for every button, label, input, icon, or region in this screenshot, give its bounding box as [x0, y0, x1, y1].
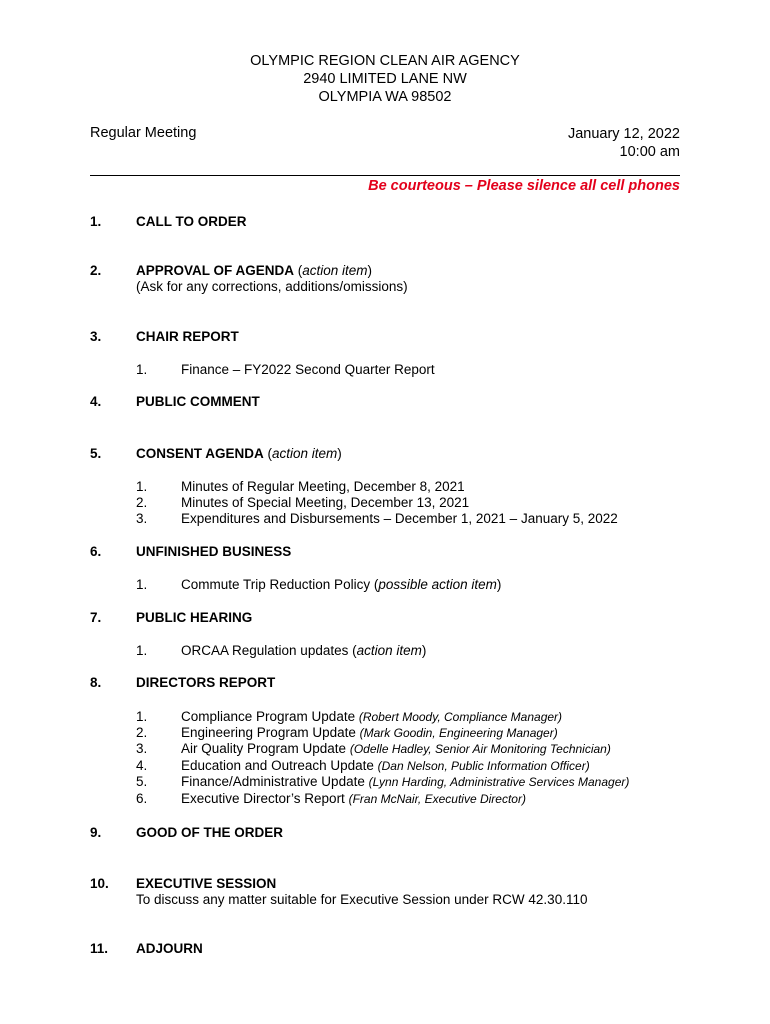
- sub-text: Minutes of Special Meeting, December 13, 2021: [181, 495, 470, 510]
- item-number: 5.: [90, 446, 102, 461]
- sub-number: 1.: [136, 709, 148, 724]
- sub-text-main: Engineering Program Update: [181, 725, 360, 740]
- sub-text-main: ORCAA Regulation updates (: [181, 643, 357, 658]
- sub-text-main: Commute Trip Reduction Policy (: [181, 577, 379, 592]
- item-title: GOOD OF THE ORDER: [136, 825, 284, 840]
- sub-number: 1.: [136, 643, 148, 658]
- presenter-note: (Dan Nelson, Public Information Officer): [377, 759, 590, 773]
- sub-number: 5.: [136, 774, 148, 789]
- paren-close: ): [496, 577, 502, 592]
- sub-text: [181, 725, 558, 740]
- presenter-note: (Odelle Hadley, Senior Air Monitoring Technician): [349, 742, 611, 756]
- sub-number: 1.: [136, 362, 148, 377]
- meeting-type: Regular Meeting: [90, 125, 197, 141]
- presenter-note: (Fran McNair, Executive Director): [348, 792, 526, 806]
- sub-number: 6.: [136, 791, 148, 806]
- sub-text: [181, 758, 590, 773]
- sub-number: 1.: [136, 479, 148, 494]
- item-number: 10.: [90, 876, 109, 891]
- paren-close: ): [421, 643, 427, 658]
- sub-text: [181, 741, 611, 756]
- agency-address-line1: 2940 LIMITED LANE NW: [303, 71, 467, 87]
- sub-text: [181, 774, 629, 789]
- item-number: 4.: [90, 394, 102, 409]
- item-title: PUBLIC HEARING: [136, 610, 253, 625]
- paren-open: (: [263, 446, 273, 461]
- item-description: (Ask for any corrections, additions/omissions): [136, 279, 408, 294]
- sub-number: 2.: [136, 495, 148, 510]
- presenter-note: (Lynn Harding, Administrative Services Manager): [368, 775, 630, 789]
- document-header: [0, 52, 770, 106]
- sub-number: 3.: [136, 511, 148, 526]
- meeting-date: January 12, 2022: [567, 126, 680, 142]
- sub-number: 3.: [136, 741, 148, 756]
- item-title: CHAIR REPORT: [136, 329, 239, 344]
- item-number: 6.: [90, 544, 102, 559]
- item-title: PUBLIC COMMENT: [136, 394, 260, 409]
- sub-number: 4.: [136, 758, 148, 773]
- action-note: action item: [272, 446, 338, 461]
- item-number: 7.: [90, 610, 102, 625]
- courtesy-notice: Be courteous – Please silence all cell phones: [368, 178, 680, 194]
- paren-close: ): [367, 263, 373, 278]
- item-title: EXECUTIVE SESSION: [136, 876, 277, 891]
- sub-text: Expenditures and Disbursements – December 1, 2021 – January 5, 2022: [181, 511, 618, 526]
- divider-line: [90, 175, 680, 176]
- item-number: 3.: [90, 329, 102, 344]
- item-number: 11.: [90, 941, 109, 956]
- sub-text-main: Finance/Administrative Update: [181, 774, 369, 789]
- sub-text-main: Education and Outreach Update: [181, 758, 378, 773]
- paren-close: ): [337, 446, 342, 461]
- action-note: possible action item: [378, 577, 497, 592]
- meeting-time: 10:00 am: [619, 144, 680, 160]
- item-number: 1.: [90, 214, 102, 229]
- item-number: 2.: [90, 263, 102, 278]
- sub-text: [181, 577, 501, 592]
- item-title-text: CONSENT AGENDA: [136, 446, 264, 461]
- sub-text: [181, 643, 426, 658]
- item-title: [136, 446, 342, 461]
- paren-open: (: [294, 263, 303, 278]
- item-number: 8.: [90, 675, 102, 690]
- sub-text: [181, 709, 562, 724]
- item-number: 9.: [90, 825, 102, 840]
- item-title: [136, 263, 372, 278]
- item-title: CALL TO ORDER: [136, 214, 247, 229]
- sub-text-main: Air Quality Program Update: [181, 741, 350, 756]
- action-note: action item: [356, 643, 422, 658]
- sub-text: Minutes of Regular Meeting, December 8, 2021: [181, 479, 465, 494]
- item-title: DIRECTORS REPORT: [136, 675, 276, 690]
- sub-number: 1.: [136, 577, 148, 592]
- agency-address-line2: OLYMPIA WA 98502: [318, 89, 452, 105]
- sub-text: Finance – FY2022 Second Quarter Report: [181, 362, 435, 377]
- sub-text-main: Compliance Program Update: [181, 709, 359, 724]
- item-title: ADJOURN: [136, 941, 203, 956]
- action-note: action item: [302, 263, 368, 278]
- sub-text-main: Executive Director’s Report: [181, 791, 349, 806]
- meeting-datetime: [568, 125, 680, 161]
- agency-name: OLYMPIC REGION CLEAN AIR AGENCY: [250, 53, 520, 69]
- presenter-note: (Mark Goodin, Engineering Manager): [359, 726, 558, 740]
- item-description: To discuss any matter suitable for Executive Session under RCW 42.30.110: [136, 892, 588, 907]
- item-title: UNFINISHED BUSINESS: [136, 544, 292, 559]
- sub-number: 2.: [136, 725, 148, 740]
- sub-text: [181, 791, 526, 806]
- item-title-text: APPROVAL OF AGENDA: [136, 263, 295, 278]
- presenter-note: (Robert Moody, Compliance Manager): [358, 710, 563, 724]
